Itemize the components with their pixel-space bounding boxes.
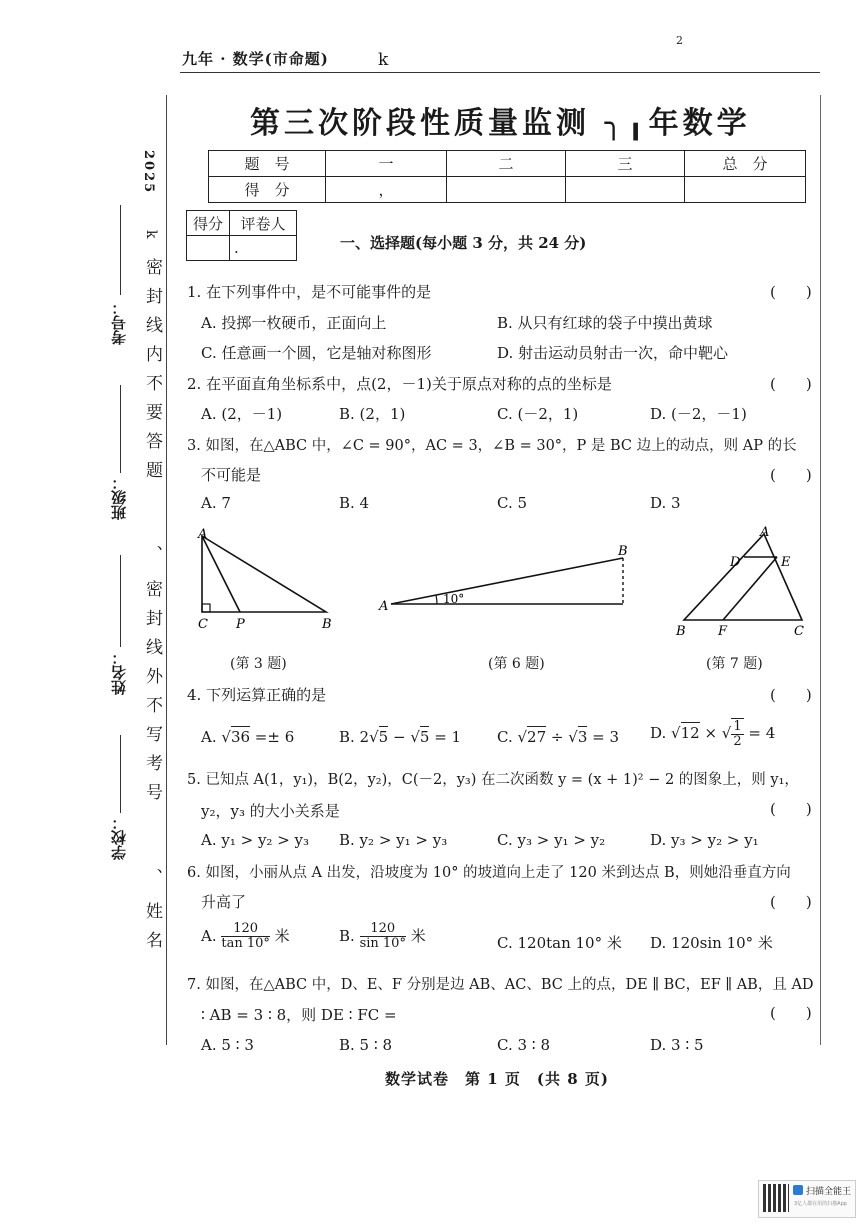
fraction (221, 922, 270, 952)
q1-option-c[interactable]: C. 任意画一个圆，它是轴对称图形 (201, 344, 432, 362)
score-cell[interactable] (566, 177, 685, 203)
q7-option-d[interactable]: D. 3 ∶ 5 (650, 1036, 704, 1054)
option-prefix: B. (339, 926, 360, 945)
q5-option-c[interactable]: C. y₃ > y₁ > y₂ (497, 831, 606, 849)
school-label: 学校： (110, 815, 128, 860)
exam-title: 第三次阶段性质量监测 ╮╻年数学 (250, 106, 751, 141)
triangle-abc (684, 534, 802, 620)
seal-line (166, 95, 167, 1045)
question-5-stem: 5. 已知点 A(1，y₁)，B(2，y₂)，C(－2，y₃) 在二次函数 y = (x + 1)² − 2 的图象上，则 y₁， (187, 772, 799, 788)
name-label: 姓名： (110, 650, 128, 695)
label-a: A (198, 527, 208, 542)
answer-blank[interactable]: ( ) (770, 466, 812, 484)
score-cell: 题 号 (209, 151, 326, 177)
figure-7-triangle (672, 524, 812, 642)
option-prefix: C. (497, 728, 518, 746)
q6-option-b[interactable] (339, 922, 426, 952)
radicand: 5 (378, 728, 389, 746)
score-cell: 三 (566, 151, 685, 177)
answer-blank[interactable]: ( ) (770, 893, 812, 911)
score-cell[interactable] (447, 177, 566, 203)
q1-option-d[interactable]: D. 射击运动员射击一次，命中靶心 (497, 344, 729, 362)
operator: − (388, 728, 411, 746)
question-7-stem-cont: ∶ AB = 3 ∶ 8，则 DE ∶ FC = (201, 1006, 397, 1024)
q2-option-d[interactable]: D. (－2，－1) (650, 405, 747, 423)
q5-option-d[interactable]: D. y₃ > y₂ > y₁ (650, 831, 759, 849)
header-rule (180, 72, 820, 73)
answer-blank[interactable]: ( ) (770, 800, 812, 818)
option-unit: 米 (269, 926, 290, 945)
q2-option-c[interactable]: C. (－2，1) (497, 405, 579, 423)
q4-option-b[interactable]: B. 2√5 − √5 = 1 (339, 728, 462, 746)
header-mark: k (378, 50, 389, 70)
label-f: F (718, 624, 728, 639)
answer-blank[interactable]: ( ) (770, 686, 812, 704)
q6-option-c[interactable]: C. 120tan 10° 米 (497, 934, 622, 952)
grader-name-label: 评卷人 (230, 211, 297, 236)
option-prefix: A. (201, 728, 222, 746)
label-a: A (379, 599, 389, 614)
grader-score-label: 得分 (187, 211, 230, 236)
q3-option-b[interactable]: B. 4 (339, 494, 370, 512)
name-field[interactable] (120, 555, 121, 647)
question-3-stem-cont: 不可能是 (201, 466, 262, 484)
option-rest: = 3 (587, 728, 620, 746)
denominator: sin 10° (359, 936, 406, 952)
radicand: 36 (230, 728, 251, 746)
label-e: E (781, 555, 791, 570)
class-field[interactable] (120, 385, 121, 473)
label-b: B (676, 624, 686, 639)
seal-comma: 、 (142, 545, 162, 566)
figure-3-caption: (第 3 题) (230, 656, 287, 672)
q2-option-b[interactable]: B. (2，1) (339, 405, 406, 423)
right-angle-mark (202, 604, 210, 612)
fraction (360, 922, 406, 952)
slope-line (391, 558, 623, 604)
q1-option-b[interactable]: B. 从只有红球的袋子中摸出黄球 (497, 314, 713, 332)
seal-comma: 、 (142, 868, 162, 889)
exam-number-field[interactable] (120, 205, 121, 295)
numerator: 120 (221, 922, 270, 937)
school-field[interactable] (120, 735, 121, 813)
q4-option-a[interactable]: A. √36 =± 6 (201, 728, 295, 746)
q4-option-d[interactable]: D. √12 × √ $\frac{1}{2}$ = 4 (650, 719, 776, 750)
radicand: 12 (680, 723, 700, 742)
option-rest: = 1 (429, 728, 462, 746)
question-2-stem: 2. 在平面直角坐标系中，点(2，－1)关于原点对称的点的坐标是 (187, 375, 612, 393)
scanner-title: 扫描全能王 (806, 1187, 852, 1197)
page-number-mark: 2 (676, 34, 683, 47)
q7-option-b[interactable]: B. 5 ∶ 8 (339, 1036, 393, 1054)
label-p: P (236, 617, 245, 632)
q2-option-a[interactable]: A. (2，－1) (201, 405, 283, 423)
side-k-mark: k (143, 230, 159, 243)
question-6-stem: 6. 如图，小丽从点 A 出发，沿坡度为 10° 的坡道向上走了 120 米到达点 B，则她沿垂直方向 (187, 865, 791, 881)
option-rest: =± 6 (250, 728, 295, 746)
denominator: tan 10° (221, 936, 270, 952)
page-right-edge (820, 95, 821, 1045)
answer-blank[interactable]: ( ) (770, 283, 812, 301)
label-b: B (322, 617, 332, 632)
score-cell[interactable] (685, 177, 806, 203)
grader-score-cell[interactable] (187, 236, 230, 261)
angle-label: 10° (443, 592, 465, 606)
q5-option-a[interactable]: A. y₁ > y₂ > y₃ (201, 831, 310, 849)
score-table-header-row (209, 151, 806, 177)
fraction (731, 718, 743, 750)
q6-option-d[interactable]: D. 120sin 10° 米 (650, 934, 773, 952)
answer-blank[interactable]: ( ) (770, 375, 812, 393)
operator: ÷ (546, 728, 569, 746)
grader-name-cell[interactable]: . (230, 236, 297, 261)
section-title: 一、选择题(每小题 3 分，共 24 分) (340, 234, 587, 252)
denominator: 2 (733, 734, 742, 750)
figure-3-triangle (190, 526, 340, 636)
question-1-stem: 1. 在下列事件中，是不可能事件的是 (187, 283, 432, 301)
qr-code-icon (763, 1184, 789, 1212)
q7-option-a[interactable]: A. 5 ∶ 3 (201, 1036, 254, 1054)
option-prefix: D. (650, 723, 672, 742)
scanner-subtitle: 3亿人都在用的扫描App (794, 1201, 847, 1207)
q6-option-a[interactable] (201, 922, 290, 952)
angle-arc (436, 595, 437, 604)
scanner-app-icon (793, 1185, 803, 1195)
figure-7-caption: (第 7 题) (706, 656, 763, 672)
numerator: 1 (733, 719, 742, 734)
score-table (208, 150, 806, 203)
figure-6-caption: (第 6 题) (488, 656, 545, 672)
score-cell[interactable]: ， (326, 177, 447, 203)
seal-instruction-3: 姓名 (142, 902, 162, 960)
label-b: B (618, 544, 628, 559)
option-rest: = 4 (743, 723, 776, 742)
question-4-stem: 4. 下列运算正确的是 (187, 686, 327, 704)
question-3-stem: 3. 如图，在△ABC 中，∠C = 90°，AC = 3，∠B = 30°，P 是 BC 边上的动点，则 AP 的长 (187, 438, 797, 454)
q4-option-c[interactable]: C. √27 ÷ √3 = 3 (497, 728, 620, 746)
seal-instruction-2: 密封线外不写考号 (142, 580, 162, 812)
year-mark: 2025 (141, 150, 156, 195)
q1-option-a[interactable]: A. 投掷一枚硬币，正面向上 (201, 314, 387, 332)
score-cell: 一 (326, 151, 447, 177)
score-cell: 二 (447, 151, 566, 177)
q5-option-b[interactable]: B. y₂ > y₁ > y₃ (339, 831, 448, 849)
figure-6-slope (375, 540, 635, 620)
score-cell: 总 分 (685, 151, 806, 177)
score-table-value-row (209, 177, 806, 203)
q7-option-c[interactable]: C. 3 ∶ 8 (497, 1036, 551, 1054)
grader-table (186, 210, 297, 261)
label-a: A (760, 525, 770, 540)
q3-option-d[interactable]: D. 3 (650, 494, 681, 512)
label-c: C (198, 617, 208, 632)
option-prefix: A. (201, 926, 222, 945)
label-c: C (794, 624, 804, 639)
operator: × (699, 723, 722, 742)
question-7-stem: 7. 如图，在△ABC 中，D、E、F 分别是边 AB、AC、BC 上的点，DE ∥ BC，EF ∥ AB，且 AD (187, 977, 814, 993)
page-footer: 数学试卷 第 1 页 (共 8 页) (385, 1070, 609, 1088)
answer-blank[interactable]: ( ) (770, 1004, 812, 1022)
label-d: D (730, 555, 741, 570)
scanner-watermark (758, 1180, 856, 1218)
numerator: 120 (360, 922, 406, 937)
q3-option-a[interactable]: A. 7 (201, 494, 231, 512)
exam-number-label: 考号： (110, 300, 128, 345)
radicand: 5 (419, 728, 430, 746)
q3-option-c[interactable]: C. 5 (497, 494, 528, 512)
grade-subject-header: 九年 · 数学(市命题) (182, 50, 329, 68)
question-5-stem-cont: y₂，y₃ 的大小关系是 (201, 802, 340, 820)
question-6-stem-cont: 升高了 (201, 893, 247, 911)
option-unit: 米 (405, 926, 426, 945)
score-cell: 得 分 (209, 177, 326, 203)
radicand: 3 (577, 728, 588, 746)
seal-instruction-1: 密封线内不要答题 (142, 258, 162, 490)
class-label: 班级： (110, 475, 128, 520)
option-prefix: B. 2 (339, 728, 370, 746)
radicand: 27 (527, 728, 547, 746)
